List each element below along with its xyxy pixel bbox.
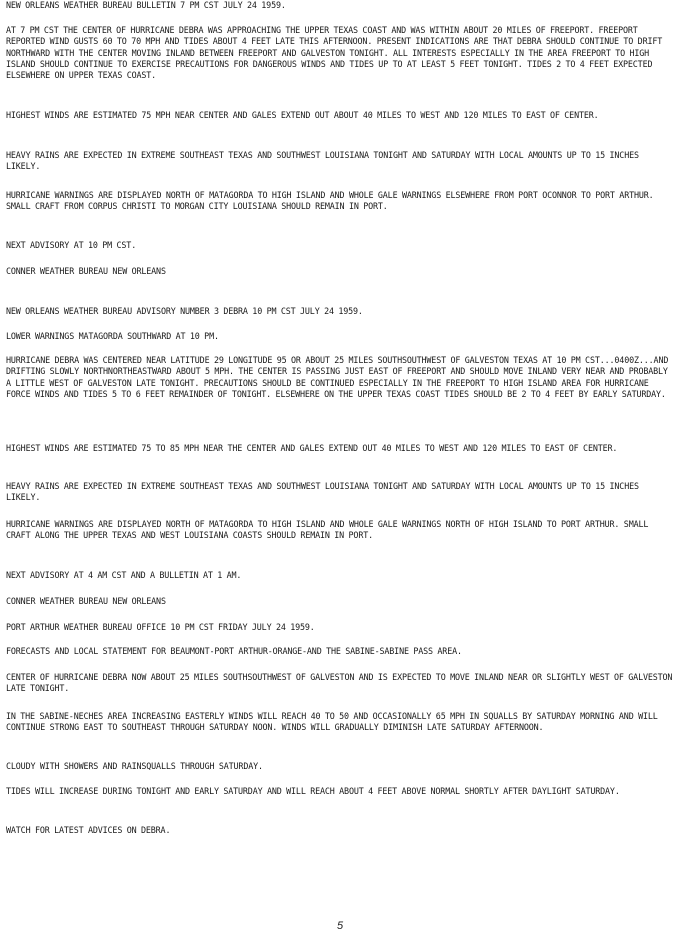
page-number: 5 xyxy=(336,920,344,932)
paragraph-next-advisory-2: NEXT ADVISORY AT 4 AM CST AND A BULLETIN AT 1 AM. xyxy=(6,570,242,580)
signature-line-2: CONNER WEATHER BUREAU NEW ORLEANS xyxy=(6,596,166,606)
advisory-header: NEW ORLEANS WEATHER BUREAU ADVISORY NUMBER 3 DEBRA 10 PM CST JULY 24 1959. xyxy=(6,306,363,316)
paragraph-center-galveston: CENTER OF HURRICANE DEBRA NOW ABOUT 25 MILES SOUTHSOUTHWEST OF GALVESTON AND IS EXPECTED TO MOVE INLAND NEAR OR SLIGHTLY WEST OF GALVESTON LATE TONIGHT. xyxy=(6,672,673,694)
bulletin-header: NEW ORLEANS WEATHER BUREAU BULLETIN 7 PM CST JULY 24 1959. xyxy=(6,0,286,10)
paragraph-forecasts: FORECASTS AND LOCAL STATEMENT FOR BEAUMONT-PORT ARTHUR-ORANGE-AND THE SABINE-SABINE PASS AREA. xyxy=(6,646,462,656)
paragraph-highest-winds: HIGHEST WINDS ARE ESTIMATED 75 MPH NEAR CENTER AND GALES EXTEND OUT ABOUT 40 MILES TO WEST AND 120 MILES TO EAST OF CENTER. xyxy=(6,110,599,120)
paragraph-heavy-rains: HEAVY RAINS ARE EXPECTED IN EXTREME SOUTHEAST TEXAS AND SOUTHWEST LOUISIANA TONIGHT AND SATURDAY WITH LOCAL AMOUNTS UP TO 15 INCHES LIKELY. xyxy=(6,150,639,172)
paragraph-storm-position: AT 7 PM CST THE CENTER OF HURRICANE DEBRA WAS APPROACHING THE UPPER TEXAS COAST AND WAS WITHIN ABOUT 20 MILES OF FREEPORT. FREEPORT REPORTED WIND GUSTS 60 TO 70 MPH AND TIDES ABOUT 4 FEET LATE THIS AFTERNOON. PRESENT INDICATIONS ARE THAT DEBRA SHOULD CONTINUE TO DRIFT NORTHWARD WITH THE CENTER MOVING INLAND BETWEEN FREEPORT AND GALVESTON TONIGHT. ALL INTERESTS ESPECIALLY IN THE AREA FREEPORT TO HIGH ISLAND SHOULD CONTINUE TO EXERCISE PRECAUTIONS FOR DANGEROUS WINDS AND TIDES UP TO AT LEAST 5 FEET TONIGHT. TIDES 2 TO 4 FEET EXPECTED ELSEWHERE ON UPPER TEXAS COAST. xyxy=(6,25,663,81)
paragraph-warnings-2: HURRICANE WARNINGS ARE DISPLAYED NORTH OF MATAGORDA TO HIGH ISLAND AND WHOLE GALE WARNINGS NORTH OF HIGH ISLAND TO PORT ARTHUR. SMALL CRAFT ALONG THE UPPER TEXAS AND WEST LOUISIANA COASTS SHOULD REMAIN IN PORT. xyxy=(6,519,649,541)
port-arthur-header: PORT ARTHUR WEATHER BUREAU OFFICE 10 PM CST FRIDAY JULY 24 1959. xyxy=(6,622,315,632)
paragraph-tides: TIDES WILL INCREASE DURING TONIGHT AND EARLY SATURDAY AND WILL REACH ABOUT 4 FEET ABOVE NORMAL SHORTLY AFTER DAYLIGHT SATURDAY. xyxy=(6,786,620,796)
paragraph-watch: WATCH FOR LATEST ADVICES ON DEBRA. xyxy=(6,825,171,835)
paragraph-lower-warnings: LOWER WARNINGS MATAGORDA SOUTHWARD AT 10 PM. xyxy=(6,331,219,341)
paragraph-heavy-rains-2: HEAVY RAINS ARE EXPECTED IN EXTREME SOUTHEAST TEXAS AND SOUTHWEST LOUISIANA TONIGHT AND SATURDAY WITH LOCAL AMOUNTS UP TO 15 INCHES LIKELY. xyxy=(6,481,639,503)
paragraph-sabine-neches: IN THE SABINE-NECHES AREA INCREASING EASTERLY WINDS WILL REACH 40 TO 50 AND OCCASIONALLY 65 MPH IN SQUALLS BY SATURDAY MORNING AND WILL CONTINUE STRONG EAST TO SOUTHEAST THROUGH SATURDAY NOON. WINDS WILL GRADUALLY DIMINISH LATE SATURDAY AFTERNOON. xyxy=(6,711,658,733)
paragraph-highest-winds-2: HIGHEST WINDS ARE ESTIMATED 75 TO 85 MPH NEAR THE CENTER AND GALES EXTEND OUT 40 MILES TO WEST AND 120 MILES TO EAST OF CENTER. xyxy=(6,443,618,453)
paragraph-cloudy: CLOUDY WITH SHOWERS AND RAINSQUALLS THROUGH SATURDAY. xyxy=(6,761,263,771)
paragraph-warnings: HURRICANE WARNINGS ARE DISPLAYED NORTH OF MATAGORDA TO HIGH ISLAND AND WHOLE GALE WARNINGS ELSEWHERE FROM PORT OCONNOR TO PORT ARTHUR. SMALL CRAFT FROM CORPUS CHRISTI TO MORGAN CITY LOUISIANA SHOULD REMAIN IN PORT. xyxy=(6,190,654,212)
signature-line: CONNER WEATHER BUREAU NEW ORLEANS xyxy=(6,266,166,276)
paragraph-center-location: HURRICANE DEBRA WAS CENTERED NEAR LATITUDE 29 LONGITUDE 95 OR ABOUT 25 MILES SOUTHSOUTHWEST OF GALVESTON TEXAS AT 10 PM CST...0400Z...AND DRIFTING SLOWLY NORTHNORTHEASTWARD ABOUT 5 MPH. THE CENTER IS PASSING JUST EAST OF FREEPORT AND SHOULD MOVE INLAND VERY NEAR AND PROBABLY A LITTLE WEST OF GALVESTON LATE TONIGHT. PRECAUTIONS SHOULD BE CONTINUED ESPECIALLY IN THE FREEPORT TO HIGH ISLAND AREA FOR HURRICANE FORCE WINDS AND TIDES 5 TO 6 FEET REMAINDER OF TONIGHT. ELSEWHERE ON THE UPPER TEXAS COAST TIDES SHOULD BE 2 TO 4 FEET BY EARLY SATURDAY. xyxy=(6,355,669,399)
paragraph-next-advisory: NEXT ADVISORY AT 10 PM CST. xyxy=(6,240,137,250)
